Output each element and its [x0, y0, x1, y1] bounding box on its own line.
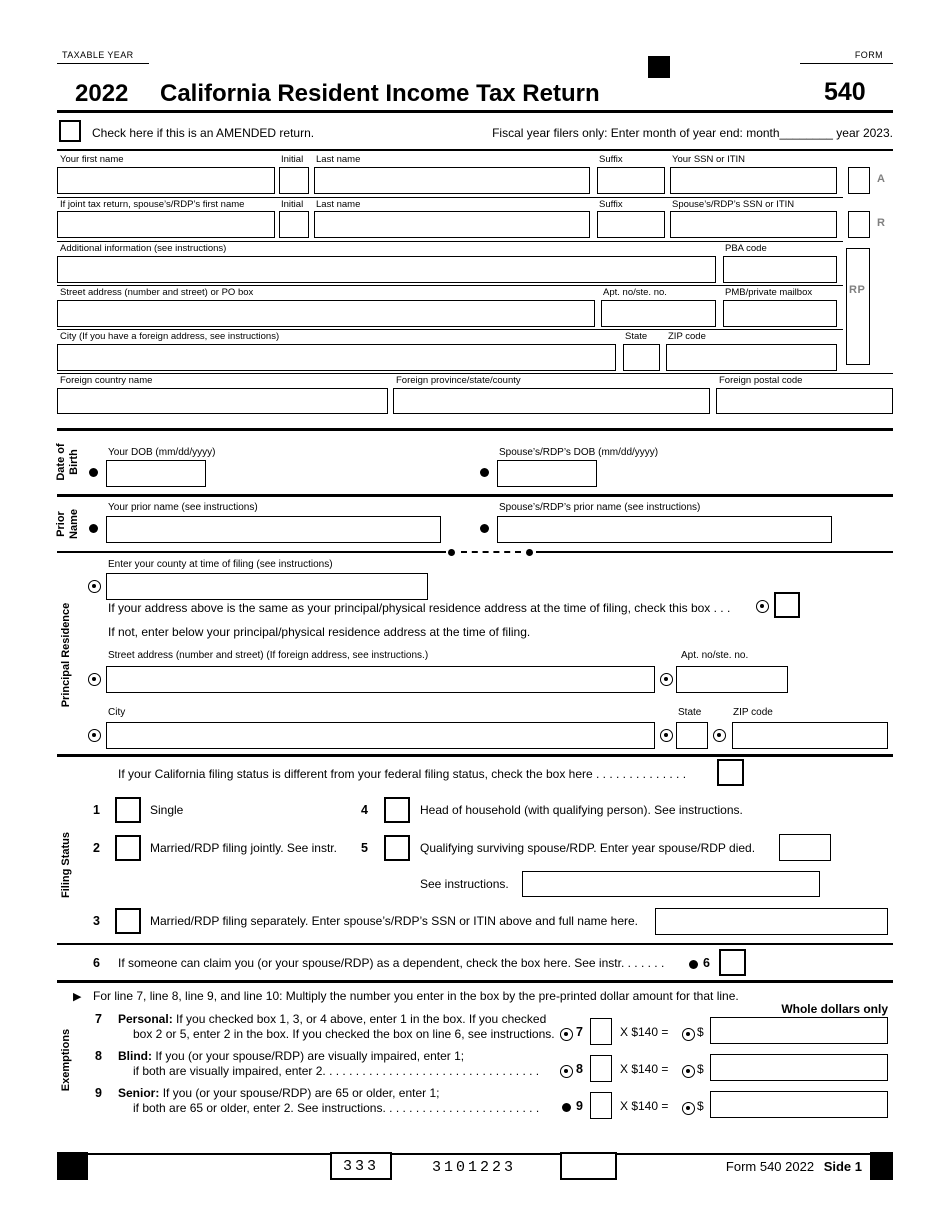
line-9-amount-input[interactable]: [710, 1091, 888, 1118]
bullet-icon: [480, 524, 489, 533]
section-label-filing-status: Filing Status: [60, 832, 72, 898]
apt-label: Apt. no/ste. no.: [603, 287, 667, 298]
line-6-box-num: 6: [703, 956, 710, 970]
divider-line: [57, 285, 843, 286]
different-status-checkbox[interactable]: [717, 759, 744, 786]
status-hoh-label: Head of household (with qualifying person). See instructions.: [420, 803, 743, 817]
scanline-code-left: 333: [330, 1152, 392, 1180]
residence-street-input[interactable]: [106, 666, 655, 693]
line-8-box-num: 8: [576, 1062, 583, 1076]
residence-city-input[interactable]: [106, 722, 655, 749]
section-label-principal-residence: Principal Residence: [60, 602, 72, 708]
status-3-num: 3: [93, 914, 100, 928]
initial-input[interactable]: [279, 167, 309, 194]
line-9-text2: if both are 65 or older, enter 2. See instructions. . . . . . . . . . . . . . . . . . . . . . . .: [133, 1101, 540, 1115]
line-8-num: 8: [95, 1049, 102, 1063]
line-8-lead: Blind:: [118, 1049, 152, 1063]
see-instructions-label: See instructions.: [420, 877, 509, 891]
if-not-text: If not, enter below your principal/physical residence address at the time of filing.: [108, 625, 531, 639]
last-name2-label: Last name: [316, 199, 361, 210]
state-label: State: [625, 331, 648, 342]
exemptions-intro-text: For line 7, line 8, line 9, and line 10: Multiply the number you enter in the box by the pre-printed dollar amount for that line.: [93, 989, 739, 1003]
year-died-input[interactable]: [779, 834, 831, 861]
line-9-dollar-sign: $: [697, 1099, 704, 1113]
line-7-count-input[interactable]: [590, 1018, 612, 1045]
amended-checkbox[interactable]: [59, 120, 81, 142]
radio-dot-icon: [560, 1065, 573, 1078]
line-7-dollar-sign: $: [697, 1025, 704, 1039]
last-name-input[interactable]: [314, 167, 590, 194]
foreign-country-input[interactable]: [57, 388, 388, 414]
ssn-label: Your SSN or ITIN: [672, 154, 746, 165]
line-7-num: 7: [95, 1012, 102, 1026]
see-instructions-input[interactable]: [522, 871, 820, 897]
divider-line: [57, 149, 893, 151]
pba-code-input[interactable]: [723, 256, 837, 283]
foreign-country-label: Foreign country name: [60, 375, 153, 386]
bullet-icon: [526, 549, 533, 556]
line-6-num: 6: [93, 956, 100, 970]
status-surviving-checkbox[interactable]: [384, 835, 410, 861]
radio-dot-icon: [88, 729, 101, 742]
residence-apt-input[interactable]: [676, 666, 788, 693]
last-name2-input[interactable]: [314, 211, 590, 238]
additional-info-input[interactable]: [57, 256, 716, 283]
foreign-postal-label: Foreign postal code: [719, 375, 803, 386]
status-joint-label: Married/RDP filing jointly. See instr.: [150, 841, 337, 855]
title-divider: [57, 110, 893, 113]
pmb-label: PMB/private mailbox: [725, 287, 813, 298]
initial2-input[interactable]: [279, 211, 309, 238]
code-rp-box: [846, 248, 870, 365]
bullet-icon: [89, 468, 98, 477]
radio-dot-icon: [682, 1065, 695, 1078]
radio-dot-icon: [660, 673, 673, 686]
radio-dot-icon: [756, 600, 769, 613]
line-9-box-num: 9: [576, 1099, 583, 1113]
section-divider: [57, 980, 893, 983]
status-separate-label: Married/RDP filing separately. Enter spouse’s/RDP’s SSN or ITIN above and full name here.: [150, 914, 639, 928]
status-2-num: 2: [93, 841, 100, 855]
radio-dot-icon: [713, 729, 726, 742]
your-prior-name-input[interactable]: [106, 516, 441, 543]
your-dob-label: Your DOB (mm/dd/yyyy): [108, 447, 216, 458]
registration-mark-icon: [870, 1152, 893, 1180]
code-r-box: [848, 211, 870, 238]
footer-side-label: Side 1: [823, 1159, 862, 1174]
perforation-dashes: [461, 551, 521, 553]
code-a-box: [848, 167, 870, 194]
divider-line: [57, 373, 893, 374]
line-9-count-input[interactable]: [590, 1092, 612, 1119]
initial2-label: Initial: [281, 199, 304, 210]
bullet-icon: [480, 468, 489, 477]
radio-dot-icon: [560, 1028, 573, 1041]
ssn-input[interactable]: [670, 167, 837, 194]
joint-first-name-label: If joint tax return, spouse’s/RDP’s first name: [60, 199, 245, 210]
street-address-label: Street address (number and street) or PO box: [60, 287, 254, 298]
line-9-multiply-label: X $140 =: [620, 1099, 669, 1113]
last-name-label: Last name: [316, 154, 361, 165]
residence-state-input[interactable]: [676, 722, 708, 749]
status-single-checkbox[interactable]: [115, 797, 141, 823]
section-label-date-of-birth: Date of Birth: [55, 443, 80, 481]
bullet-icon: [89, 524, 98, 533]
radio-dot-icon: [682, 1028, 695, 1041]
footer-line: [57, 1153, 893, 1155]
spouse-dob-label: Spouse’s/RDP’s DOB (mm/dd/yyyy): [499, 447, 659, 458]
form-label: FORM: [800, 50, 893, 64]
radio-dot-icon: [682, 1102, 695, 1115]
line-7-text2: box 2 or 5, enter 2 in the box. If you checked the box on line 6, see instructions.: [133, 1027, 555, 1041]
divider-line: [57, 943, 893, 945]
line-8-count-input[interactable]: [590, 1055, 612, 1082]
scanline-code-right: 3101223: [432, 1159, 517, 1176]
city-label: City (If you have a foreign address, see instructions): [60, 331, 280, 342]
status-separate-checkbox[interactable]: [115, 908, 141, 934]
suffix2-input[interactable]: [597, 211, 665, 238]
spouse-ssn-input[interactable]: [670, 211, 837, 238]
zip-label: ZIP code: [668, 331, 706, 342]
code-r-label: R: [877, 217, 886, 229]
residence-city-label: City: [108, 707, 126, 718]
initial-label: Initial: [281, 154, 304, 165]
radio-dot-icon: [660, 729, 673, 742]
amended-label: Check here if this is an AMENDED return.: [92, 126, 315, 140]
suffix2-label: Suffix: [599, 199, 623, 210]
suffix-label: Suffix: [599, 154, 623, 165]
code-rp-label: RP: [849, 284, 866, 296]
street-address-input[interactable]: [57, 300, 595, 327]
page-title: California Resident Income Tax Return: [160, 80, 600, 107]
pmb-input[interactable]: [723, 300, 837, 327]
different-status-text: If your California filing status is different from your federal filing status, check the box here . . . . . . . . . . . . . .: [118, 767, 687, 781]
zip-input[interactable]: [666, 344, 837, 371]
line-7-lead: Personal:: [118, 1012, 173, 1026]
status-4-num: 4: [361, 803, 368, 817]
bullet-icon: [562, 1103, 571, 1112]
county-label: Enter your county at time of filing (see instructions): [108, 559, 333, 570]
pba-code-label: PBA code: [725, 243, 767, 254]
section-divider: [57, 754, 893, 757]
residence-apt-label: Apt. no/ste. no.: [681, 650, 749, 661]
line-6-text: If someone can claim you (or your spouse/RDP) as a dependent, check the box here. See instr. . . . . . .: [118, 956, 665, 970]
first-name-label: Your first name: [60, 154, 124, 165]
foreign-postal-input[interactable]: [716, 388, 893, 414]
spouse-ssn-label: Spouse’s/RDP’s SSN or ITIN: [672, 199, 795, 210]
county-input[interactable]: [106, 573, 428, 600]
foreign-province-input[interactable]: [393, 388, 710, 414]
residence-state-label: State: [678, 707, 702, 718]
line-9-text1: If you (or your spouse/RDP) are 65 or older, enter 1;: [162, 1086, 440, 1100]
divider-line: [57, 329, 843, 330]
status-hoh-checkbox[interactable]: [384, 797, 410, 823]
divider-line: [57, 241, 843, 242]
code-a-label: A: [877, 173, 886, 185]
additional-info-label: Additional information (see instructions): [60, 243, 227, 254]
status-surviving-label: Qualifying surviving spouse/RDP. Enter year spouse/RDP died.: [420, 841, 756, 855]
form-number: 540: [824, 78, 866, 106]
line-9-num: 9: [95, 1086, 102, 1100]
status-1-num: 1: [93, 803, 100, 817]
year-title: 2022: [75, 80, 129, 107]
bullet-icon: [689, 960, 698, 969]
status-5-num: 5: [361, 841, 368, 855]
state-input[interactable]: [623, 344, 660, 371]
suffix-input[interactable]: [597, 167, 665, 194]
section-divider: [57, 494, 893, 497]
apt-input[interactable]: [601, 300, 716, 327]
spouse-dob-input[interactable]: [497, 460, 597, 487]
line-8-multiply-label: X $140 =: [620, 1062, 669, 1076]
bullet-icon: [448, 549, 455, 556]
status-joint-checkbox[interactable]: [115, 835, 141, 861]
section-label-prior-name: Prior Name: [55, 509, 80, 539]
whole-dollars-label: Whole dollars only: [781, 1002, 888, 1016]
line-7-text1: If you checked box 1, 3, or 4 above, enter 1 in the box. If you checked: [176, 1012, 547, 1026]
line-8-amount-input[interactable]: [710, 1054, 888, 1081]
line-7-amount-input[interactable]: [710, 1017, 888, 1044]
foreign-province-label: Foreign province/state/county: [396, 375, 521, 386]
city-input[interactable]: [57, 344, 616, 371]
joint-first-name-input[interactable]: [57, 211, 275, 238]
footer-form-text: Form 540 2022: [725, 1159, 815, 1174]
same-address-checkbox[interactable]: [774, 592, 800, 618]
line-8-text1: If you (or your spouse/RDP) are visually impaired, enter 1;: [155, 1049, 465, 1063]
taxable-year-label: TAXABLE YEAR: [57, 50, 149, 64]
spouse-full-name-input[interactable]: [655, 908, 888, 935]
dependent-checkbox[interactable]: [719, 949, 746, 976]
spouse-prior-name-input[interactable]: [497, 516, 832, 543]
status-single-label: Single: [150, 803, 184, 817]
section-label-exemptions: Exemptions: [60, 1028, 72, 1092]
line-7-multiply-label: X $140 =: [620, 1025, 669, 1039]
registration-mark-icon: [57, 1152, 88, 1180]
residence-zip-label: ZIP code: [733, 707, 773, 718]
section-divider: [57, 428, 893, 431]
same-address-text: If your address above is the same as your principal/physical residence address at the time of filing, check this box . . .: [108, 601, 731, 615]
arrow-right-icon: ▶: [73, 991, 82, 1003]
line-7-box-num: 7: [576, 1025, 583, 1039]
fiscal-year-text: Fiscal year filers only: Enter month of year end: month________ year 2023.: [492, 126, 893, 140]
radio-dot-icon: [88, 673, 101, 686]
your-dob-input[interactable]: [106, 460, 206, 487]
line-8-text2: if both are visually impaired, enter 2. . . . . . . . . . . . . . . . . . . . . . . . . . . . . . . . .: [133, 1064, 540, 1078]
radio-dot-icon: [88, 580, 101, 593]
registration-mark-icon: [648, 56, 670, 78]
your-prior-name-label: Your prior name (see instructions): [108, 502, 258, 513]
divider-line: [57, 197, 843, 198]
residence-street-label: Street address (number and street) (If foreign address, see instructions.): [108, 650, 429, 661]
line-9-lead: Senior:: [118, 1086, 160, 1100]
spouse-prior-name-label: Spouse’s/RDP’s prior name (see instructions): [499, 502, 701, 513]
scanline-empty-box: [560, 1152, 617, 1180]
line-8-dollar-sign: $: [697, 1062, 704, 1076]
residence-zip-input[interactable]: [732, 722, 888, 749]
first-name-input[interactable]: [57, 167, 275, 194]
